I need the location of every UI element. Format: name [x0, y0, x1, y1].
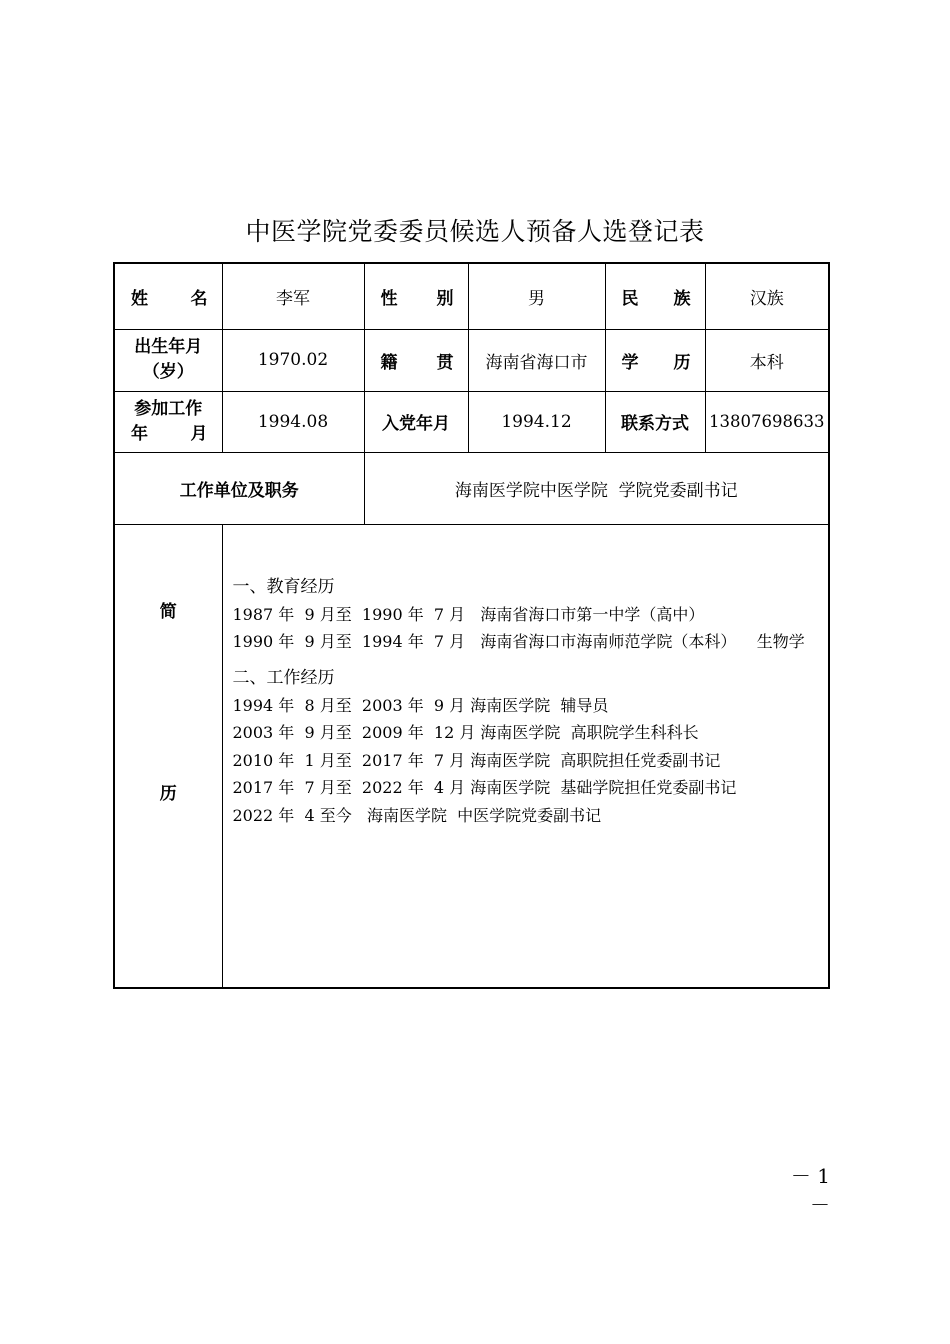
education-label: 学 历 [605, 329, 705, 391]
resume-content [222, 524, 829, 988]
education-entry: 1987 年 9 月至 1990 年 7 月 海南省海口市第一中学（高中） [232, 604, 705, 624]
name-value: 李军 [222, 263, 364, 329]
registration-form [113, 262, 830, 989]
name-label: 姓 名 [114, 263, 222, 329]
work-entry: 2010 年 1 月至 2017 年 7 月 海南医学院 高职院担任党委副书记 [232, 750, 721, 770]
work-heading: 二、工作经历 [232, 667, 335, 688]
education-value: 本科 [705, 329, 829, 391]
contact-label: 联系方式 [605, 391, 705, 452]
origin-label: 籍 贯 [364, 329, 468, 391]
education-entry: 1990 年 9 月至 1994 年 7 月 海南省海口市海南师范学院（本科） 生物学 [232, 632, 805, 651]
party-join-value: 1994.12 [468, 391, 605, 452]
gender-label: 性 别 [364, 263, 468, 329]
contact-value: 13807698633 [705, 391, 829, 452]
party-join-label: 入党年月 [364, 391, 468, 452]
page-number: － 1 － [790, 1164, 830, 1217]
ethnicity-label: 民 族 [605, 263, 705, 329]
birth-label: 出生年月 （岁） [114, 329, 222, 391]
resume-label: 简 历 [114, 524, 222, 988]
work-entry: 2003 年 9 月至 2009 年 12 月 海南医学院 高职院学生科科长 [232, 723, 699, 742]
form-title: 中医学院党委委员候选人预备人选登记表 [245, 217, 705, 246]
ethnicity-value: 汉族 [705, 263, 829, 329]
unit-label: 工作单位及职务 [114, 452, 364, 524]
education-heading: 一、教育经历 [232, 576, 335, 597]
work-entry: 2022 年 4 至今 海南医学院 中医学院党委副书记 [232, 805, 602, 825]
work-entry: 2017 年 7 月至 2022 年 4 月 海南医学院 基础学院担任党委副书记 [232, 778, 737, 797]
work-start-label: 参加工作 年 月 [114, 391, 222, 452]
work-entry: 1994 年 8 月至 2003 年 9 月 海南医学院 辅导员 [232, 695, 609, 715]
origin-value: 海南省海口市 [468, 329, 605, 391]
gender-value: 男 [468, 263, 605, 329]
birth-value: 1970.02 [222, 329, 364, 391]
unit-value: 海南医学院中医学院 学院党委副书记 [364, 452, 829, 524]
work-start-value: 1994.08 [222, 391, 364, 452]
